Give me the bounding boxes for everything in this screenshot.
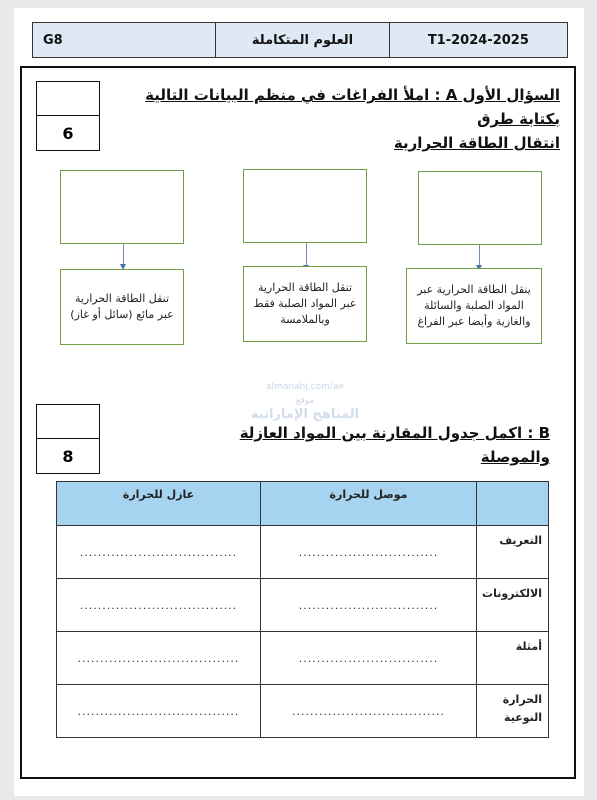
row-label-electrons: الالكترونات — [477, 579, 549, 632]
arrow-down-icon — [123, 244, 124, 266]
section-a-title-line2: انتقال الطاقة الحرارية — [393, 134, 560, 152]
grade-label: G8 — [33, 23, 216, 57]
subject-label: العلوم المتكاملة — [216, 23, 389, 57]
table-header-row — [57, 482, 549, 526]
worksheet-page — [14, 8, 584, 796]
answer-box-3[interactable] — [60, 170, 184, 244]
conductor-examples-blank[interactable]: ............................... — [261, 632, 477, 685]
watermark-site: موقع — [295, 396, 315, 406]
insulator-specific-heat-blank[interactable]: .................................... — [57, 685, 261, 738]
row-label-specific-heat: الحرارة النوعية — [477, 685, 549, 738]
table-header-empty — [477, 482, 549, 526]
table-row — [57, 526, 549, 579]
section-b-score-blank[interactable] — [37, 405, 99, 439]
table-row — [57, 632, 549, 685]
table-header-conductor: موصل للحرارة — [261, 482, 477, 526]
answer-box-2[interactable] — [243, 169, 367, 243]
watermark-url: almanahj.com/ae — [266, 382, 344, 392]
section-b-score: 8 — [62, 446, 74, 466]
section-a-score-box — [36, 81, 100, 151]
answer-box-1[interactable] — [418, 171, 542, 245]
table-row — [57, 579, 549, 632]
table-row — [57, 685, 549, 738]
row-label-examples: أمثلة — [477, 632, 549, 685]
description-box-1: ينقل الطاقة الحرارية عبر المواد الصلبة والسائلة والغازية وأيضا عبر الفراغ — [406, 268, 542, 344]
section-a-score: 6 — [62, 123, 74, 143]
arrow-down-icon — [479, 245, 480, 267]
term-label: T1-2024-2025 — [427, 32, 529, 48]
section-b-title: B : اكمل جدول المقارنة بين المواد العازلة والموصلة — [239, 424, 550, 466]
insulator-definition-blank[interactable]: ................................... — [57, 526, 261, 579]
conductor-specific-heat-blank[interactable]: .................................. — [261, 685, 477, 738]
comparison-table — [56, 481, 549, 738]
arrow-down-icon — [306, 243, 307, 267]
section-a-title — [122, 83, 560, 155]
section-a-title-line1: السؤال الأول A : املأ الفراغات في منظم البيانات التالية بكتابة طرق — [145, 86, 560, 128]
insulator-examples-blank[interactable]: .................................... — [57, 632, 261, 685]
conductor-definition-blank[interactable]: ............................... — [261, 526, 477, 579]
conductor-electrons-blank[interactable]: ............................... — [261, 579, 477, 632]
watermark-name: المناهج الإماراتية — [250, 407, 360, 422]
insulator-electrons-blank[interactable]: ................................... — [57, 579, 261, 632]
section-b-score-box — [36, 404, 100, 474]
description-box-3: تنقل الطاقة الحرارية عبر مائع (سائل أو غاز) — [60, 269, 184, 345]
description-box-2: تنقل الطاقة الحرارية عبر المواد الصلبة فقط وبالملامسة — [243, 266, 367, 342]
section-a-score-blank[interactable] — [37, 82, 99, 116]
row-label-definition: التعريف — [477, 526, 549, 579]
header-bar — [32, 22, 568, 58]
table-header-insulator: عازل للحرارة — [57, 482, 261, 526]
